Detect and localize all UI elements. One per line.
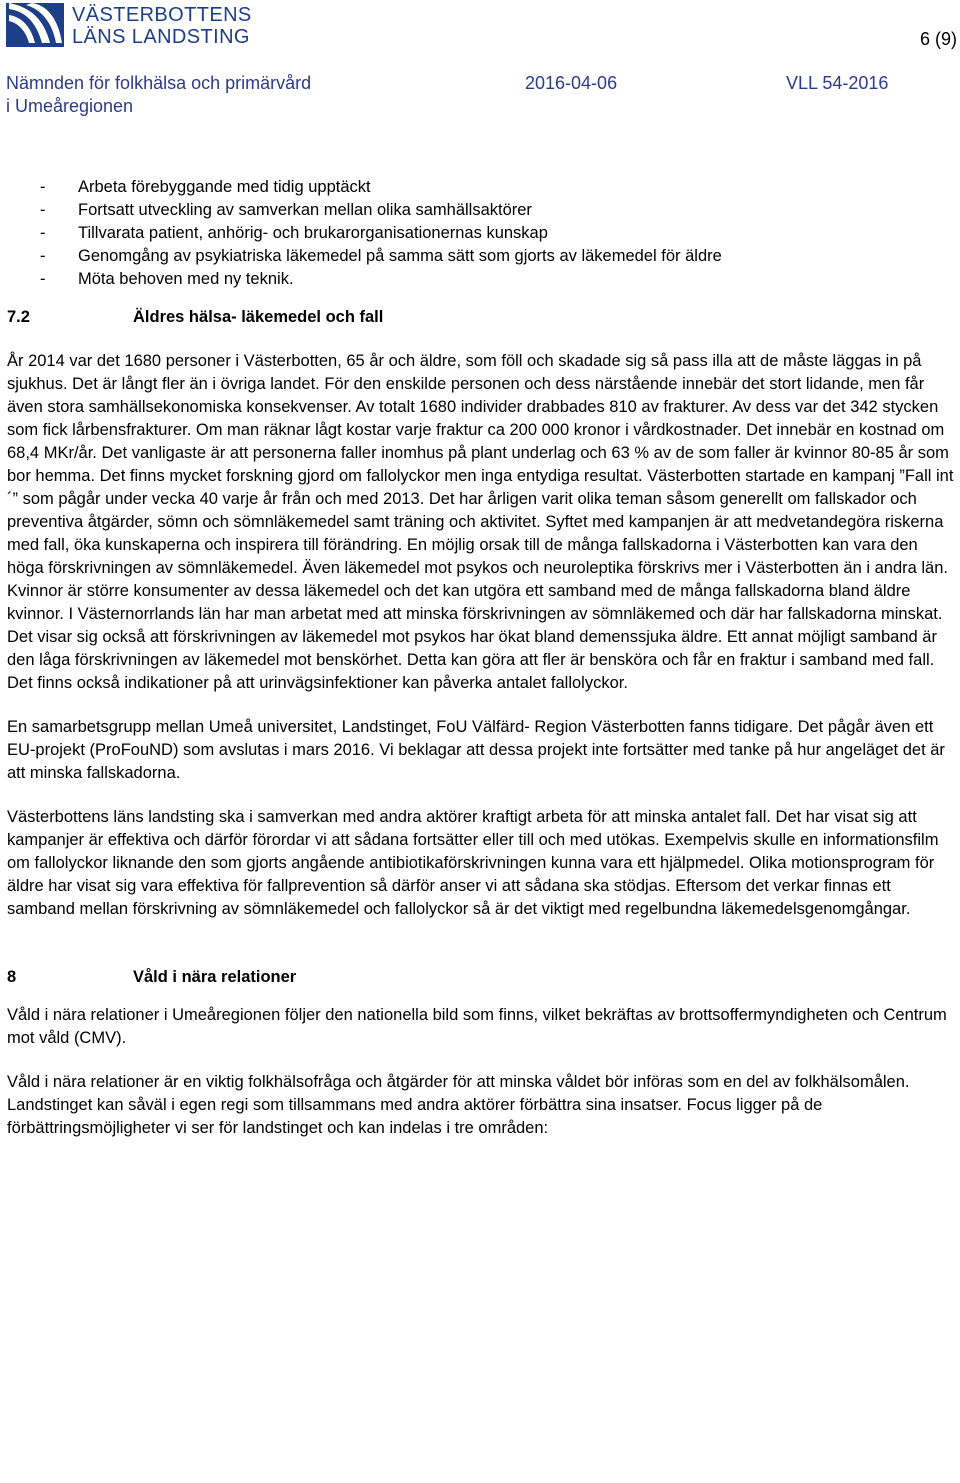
paragraph: Våld i nära relationer i Umeåregionen följer den nationella bild som finns, vilket bekräftas av brottsoffermyndigheten och Centrum mot våld (CMV). [7,1006,947,1047]
list-item: - Arbeta förebyggande med tidig upptäckt [40,178,371,196]
section-heading-8 [7,966,959,989]
list-item: - Fortsatt utveckling av samverkan mellan olika samhällsaktörer [40,201,532,219]
committee-name-line1: Nämnden för folkhälsa och primärvård [6,73,312,93]
section-title: Äldres hälsa- läkemedel och fall [133,308,384,326]
committee-name [6,72,311,118]
paragraph: År 2014 var det 1680 personer i Västerbotten, 65 år och äldre, som föll och skadade sig så pass illa att de måste läggas in på sjukhus. Det är långt fler än i övriga landet. För den enskilde personen och dess närstående innebär det stort lidande, men får även stora samhällsekonomiska konsekvenser. Av totalt 1680 individer drabbades 810 av frakturer. Av dess var det 342 stycken som fick lårbensfrakturer. Om man räknar lågt kostar varje fraktur ca 200 000 kronor i vårdkostnader. Det innebär en kostnad om 68,4 MKr/år. Det vanligaste är att personerna faller inomhus på plant underlag och 63 % av de som faller är kvinnor 80-85 år som bor hemma. Det finns mycket forskning gjord om fallolyckor men inga entydiga resultat. Västerbotten startade en kampanj ”Fall int´” som pågår under vecka 40 varje år från och med 2013. Det har årligen varit olika teman såsom generellt om fallskador och preventiva åtgärder, sömn och sömnläkemedel samt träning och aktivitet. Syftet med kampanjen är att medvetandegöra riskerna med fall, öka kunskaperna och inspirera till förändring. En möjlig orsak till de många fallskadorna i Västerbotten kan vara den höga förskrivningen av sömnläkemedel. Även läkemedel mot psykos och neuroleptika förskrivs mer i Västerbotten än i andra län. Kvinnor är större konsumenter av dessa läkemedel och det kan utgöra ett samband med de många fallskadorna bland äldre kvinnor. I Västernorrlands län har man arbetat med att minska förskrivningen av sömnläkemed och där har fallskadorna minskat. Det visar sig också att förskrivningen av läkemedel mot psykos har ökat bland demenssjuka äldre. Ett annat möjligt samband är den låga förskrivningen av läkemedel mot benskörhet. Detta kan göra att fler är bensköra och får en fraktur i samband med fall. Det finns också indikationer på att urinvägsinfektioner kan påverka antalet fallolyckor. [7,352,954,692]
bullet-list [7,176,959,291]
section-heading-7-2 [7,306,959,329]
section-number: 8 [7,968,17,986]
document-reference: VLL 54-2016 [786,73,889,93]
paragraph: Våld i nära relationer är en viktig folkhälsofråga och åtgärder för att minska våldet bör införas som en del av folkhälsomålen. Landstinget kan såväl i egen regi som tillsammans med andra aktörer förbättra sina insatser. Focus ligger på de förbättringsmöjligheter vi ser för landstinget och kan indelas i tre områden: [7,1073,910,1137]
paragraph: Västerbottens läns landsting ska i samverkan med andra aktörer kraftigt arbeta för att minska antalet fall. Det har visat sig att kampanjer är effektiva och därför förordar vi att sådana fortsätter eller till och med utökas. Exempelvis skulle en informationsfilm om fallolyckor liknande den som gjorts angående antibiotikaförskrivningen kunna vara ett hjälpmedel. Olika motionsprogram för äldre har visat sig vara effektiva för fallprevention så därför anser vi att sådana ska stödjas. Eftersom det verkar finnas ett samband mellan förskrivning av sömnläkemedel och fallolyckor så är det viktigt med regelbundna läkemedelsgenomgångar. [7,808,939,918]
section-number: 7.2 [7,308,30,326]
list-item: - Möta behoven med ny teknik. [40,270,294,288]
document-body [7,176,959,1140]
logo-text-line2: LÄNS LANDSTING [72,26,250,48]
document-date: 2016-04-06 [525,73,618,93]
list-item: - Genomgång av psykiatriska läkemedel på samma sätt som gjorts av läkemedel för äldre [40,247,722,265]
landsting-emblem-icon [6,3,64,47]
paragraph: En samarbetsgrupp mellan Umeå universitet, Landstinget, FoU Välfärd- Region Västerbotten fanns tidigare. Det pågår även ett EU-projekt (ProFouND) som avslutas i mars 2016. Vi beklagar att dessa projekt inte fortsätter med tanke på hur angeläget det är att minska fallskadorna. [7,718,945,782]
committee-name-line2: i Umeåregionen [6,96,134,116]
list-item: - Tillvarata patient, anhörig- och brukarorganisationernas kunskap [40,224,548,242]
logo-text-line1: VÄSTERBOTTENS [72,4,252,26]
page-number: 6 (9) [920,29,958,49]
section-title: Våld i nära relationer [133,968,297,986]
